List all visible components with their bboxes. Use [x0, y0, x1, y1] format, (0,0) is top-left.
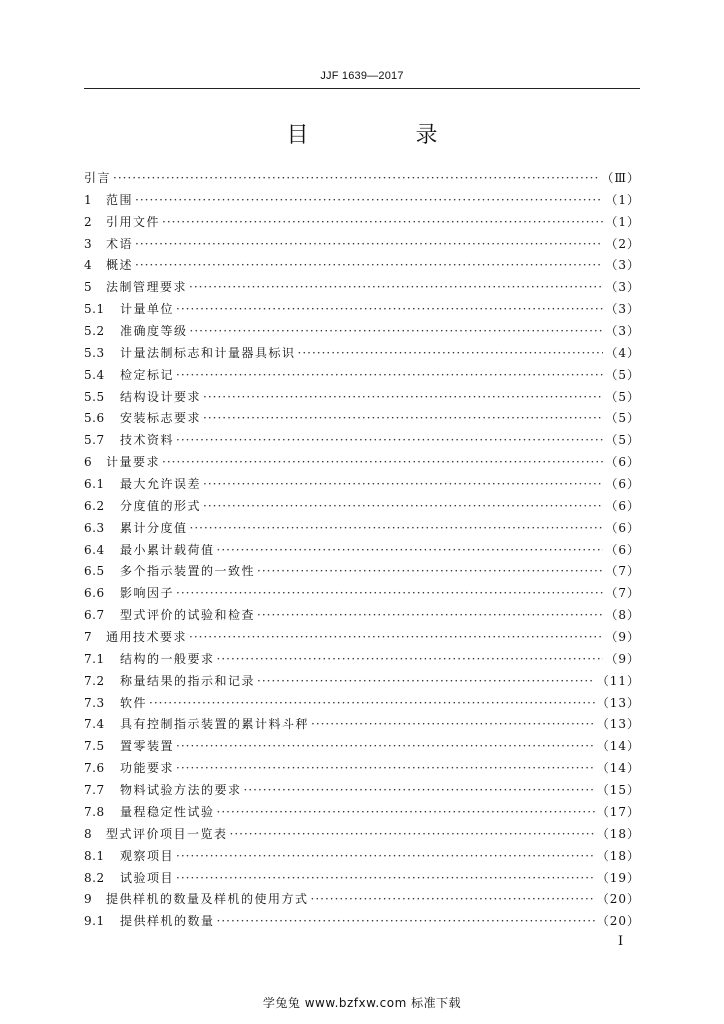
toc-entry-page: （3）: [605, 280, 640, 295]
toc-entry-label: 量程稳定性试验: [120, 804, 215, 819]
toc-entry-page: （17）: [596, 804, 640, 819]
toc-dot-leader: [190, 321, 604, 343]
toc-entry-page: （3）: [605, 302, 640, 317]
toc-entry-label: 提供样机的数量: [120, 914, 215, 929]
toc-entry-number: 7.7: [84, 783, 105, 798]
toc-entry-number: 3: [84, 236, 93, 251]
footer-watermark-text: 学兔兔 www.bzfxw.com 标准下载: [262, 996, 462, 1010]
toc-entry-label: 具有控制指示装置的累计料斗秤: [120, 717, 310, 732]
toc-entry-number: 4: [84, 258, 93, 273]
toc-entry[interactable]: [84, 736, 640, 758]
toc-entry-label: 分度值的形式: [120, 498, 202, 513]
standard-code-header: JJF 1639—2017: [320, 70, 404, 82]
toc-entry-label: 软件: [120, 695, 148, 710]
toc-entry-label: 检定标记: [120, 367, 175, 382]
toc-dot-leader: [135, 255, 603, 277]
toc-entry[interactable]: [84, 365, 640, 387]
toc-dot-leader: [189, 627, 603, 649]
toc-entry-label: 引用文件: [106, 214, 161, 229]
toc-entry-number: 1: [84, 192, 93, 207]
toc-entry-label: 结构的一般要求: [120, 651, 215, 666]
toc-entry-page: （14）: [596, 761, 640, 776]
toc-entry-number: 5.4: [84, 367, 105, 382]
toc-dot-leader: [257, 605, 603, 627]
toc-entry-number: 7.5: [84, 739, 105, 754]
toc-entry-page: （6）: [605, 498, 640, 513]
toc-entry-number: 6.6: [84, 586, 105, 601]
toc-entry-page: （3）: [605, 258, 640, 273]
toc-entry-number: 6.4: [84, 542, 105, 557]
toc-entry-page: （3）: [605, 324, 640, 339]
toc-entry-page: （9）: [605, 651, 640, 666]
toc-entry-page: （6）: [605, 455, 640, 470]
toc-entry[interactable]: [84, 649, 640, 671]
toc-entry-page: （5）: [605, 389, 640, 404]
toc-entry-number: 5.1: [84, 302, 105, 317]
toc-entry-number: 8: [84, 826, 93, 841]
page-title: 目 录: [286, 123, 488, 148]
toc-entry-page: （18）: [596, 826, 640, 841]
toc-entry-label: 最小累计载荷值: [120, 542, 215, 557]
toc-entry[interactable]: [84, 605, 640, 627]
toc-entry-page: （15）: [596, 783, 640, 798]
toc-entry[interactable]: [84, 387, 640, 409]
toc-dot-leader: [230, 824, 595, 846]
toc-entry[interactable]: [84, 758, 640, 780]
toc-entry-label: 术语: [106, 236, 134, 251]
toc-entry-label: 影响因子: [120, 586, 175, 601]
toc-entry-number: 7.2: [84, 673, 105, 688]
toc-dot-leader: [298, 343, 604, 365]
toc-dot-leader: [162, 212, 603, 234]
toc-entry-number: 6.2: [84, 498, 105, 513]
toc-entry-page: （5）: [605, 367, 640, 382]
toc-entry-page: （2）: [605, 236, 640, 251]
toc-entry-number: 7: [84, 630, 93, 645]
toc-dot-leader: [257, 561, 603, 583]
toc-entry-number: 6.5: [84, 564, 105, 579]
toc-entry-page: （13）: [596, 717, 640, 732]
toc-entry-label: 试验项目: [120, 870, 175, 885]
toc-dot-leader: [217, 649, 604, 671]
toc-entry-label: 称量结果的指示和记录: [120, 673, 256, 688]
toc-entry[interactable]: [84, 868, 640, 890]
toc-entry-number: 7.3: [84, 695, 105, 710]
toc-entry[interactable]: [84, 911, 640, 933]
toc-dot-leader: [217, 802, 595, 824]
toc-entry-page: （Ⅲ）: [601, 171, 640, 185]
toc-dot-leader: [162, 452, 603, 474]
table-of-contents: [84, 168, 640, 933]
toc-entry[interactable]: [84, 780, 640, 802]
toc-entry[interactable]: [84, 299, 640, 321]
toc-entry-label: 置零装置: [120, 739, 175, 754]
toc-entry-label: 引言: [84, 171, 112, 185]
toc-dot-leader: [135, 234, 603, 256]
toc-entry-label: 物料试验方法的要求: [120, 783, 242, 798]
toc-entry-number: 5.5: [84, 389, 105, 404]
toc-dot-leader: [176, 365, 603, 387]
toc-dot-leader: [311, 714, 595, 736]
toc-entry-number: 6: [84, 455, 93, 470]
toc-entry-number: 7.1: [84, 651, 105, 666]
toc-entry-page: （6）: [605, 520, 640, 535]
toc-entry-page: （1）: [605, 192, 640, 207]
toc-entry-label: 准确度等级: [120, 324, 188, 339]
toc-dot-leader: [244, 780, 595, 802]
toc-entry-number: 5.7: [84, 433, 105, 448]
toc-entry-label: 范围: [106, 192, 134, 207]
toc-entry-label: 安装标志要求: [120, 411, 202, 426]
toc-dot-leader: [203, 387, 603, 409]
toc-entry-label: 累计分度值: [120, 520, 188, 535]
toc-dot-leader: [203, 496, 603, 518]
toc-dot-leader: [311, 889, 595, 911]
toc-entry[interactable]: [84, 408, 640, 430]
toc-entry-number: 5.6: [84, 411, 105, 426]
header-rule: [84, 88, 640, 89]
toc-entry-label: 功能要求: [120, 761, 175, 776]
toc-entry[interactable]: [84, 802, 640, 824]
toc-entry[interactable]: [84, 824, 640, 846]
toc-entry[interactable]: [84, 234, 640, 256]
toc-entry-number: 6.7: [84, 608, 105, 623]
toc-entry-page: （1）: [605, 214, 640, 229]
toc-dot-leader: [135, 190, 603, 212]
toc-dot-leader: [176, 868, 595, 890]
toc-entry-number: 9: [84, 892, 93, 907]
toc-entry[interactable]: [84, 168, 640, 190]
page-number: I: [618, 934, 624, 949]
toc-entry-number: 6.3: [84, 520, 105, 535]
toc-entry-number: 8.2: [84, 870, 105, 885]
toc-entry[interactable]: [84, 540, 640, 562]
toc-dot-leader: [176, 846, 595, 868]
toc-dot-leader: [176, 430, 603, 452]
toc-entry-label: 最大允许误差: [120, 477, 202, 492]
toc-dot-leader: [176, 299, 603, 321]
toc-entry[interactable]: [84, 321, 640, 343]
toc-entry-label: 型式评价的试验和检查: [120, 608, 256, 623]
toc-dot-leader: [189, 277, 603, 299]
toc-entry-number: 7.6: [84, 761, 105, 776]
toc-entry-page: （14）: [596, 739, 640, 754]
toc-entry-page: （13）: [596, 695, 640, 710]
toc-entry-page: （6）: [605, 477, 640, 492]
toc-entry[interactable]: [84, 561, 640, 583]
toc-entry[interactable]: [84, 474, 640, 496]
toc-dot-leader: [176, 758, 595, 780]
toc-entry-page: （6）: [605, 542, 640, 557]
toc-entry[interactable]: [84, 518, 640, 540]
toc-dot-leader: [257, 671, 595, 693]
toc-entry-label: 通用技术要求: [106, 630, 188, 645]
toc-entry[interactable]: [84, 583, 640, 605]
toc-entry-label: 多个指示装置的一致性: [120, 564, 256, 579]
toc-entry-number: 5: [84, 280, 93, 295]
toc-entry-label: 概述: [106, 258, 134, 273]
toc-entry-number: 7.8: [84, 804, 105, 819]
toc-entry-number: 5.3: [84, 345, 105, 360]
toc-entry-number: 8.1: [84, 848, 105, 863]
toc-entry-label: 型式评价项目一览表: [106, 826, 228, 841]
toc-entry-page: （7）: [605, 564, 640, 579]
toc-entry[interactable]: [84, 714, 640, 736]
toc-entry-number: 9.1: [84, 914, 105, 929]
toc-entry[interactable]: [84, 190, 640, 212]
toc-entry-number: 6.1: [84, 477, 105, 492]
toc-dot-leader: [203, 408, 603, 430]
toc-entry-page: （8）: [605, 608, 640, 623]
toc-entry-page: （5）: [605, 411, 640, 426]
toc-dot-leader: [113, 168, 599, 190]
toc-dot-leader: [217, 911, 595, 933]
toc-entry-page: （19）: [596, 870, 640, 885]
toc-entry-page: （18）: [596, 848, 640, 863]
toc-entry-number: 2: [84, 214, 93, 229]
toc-entry-page: （9）: [605, 630, 640, 645]
toc-dot-leader: [176, 583, 603, 605]
toc-entry[interactable]: [84, 693, 640, 715]
toc-entry-label: 法制管理要求: [106, 280, 188, 295]
toc-entry-number: 7.4: [84, 717, 105, 732]
toc-dot-leader: [203, 474, 603, 496]
toc-dot-leader: [190, 518, 604, 540]
toc-entry-page: （20）: [596, 892, 640, 907]
toc-entry-page: （20）: [596, 914, 640, 929]
toc-entry-label: 技术资料: [120, 433, 175, 448]
toc-entry-label: 观察项目: [120, 848, 175, 863]
toc-entry-label: 计量单位: [120, 302, 175, 317]
toc-entry[interactable]: [84, 889, 640, 911]
toc-entry[interactable]: [84, 496, 640, 518]
toc-dot-leader: [217, 540, 604, 562]
toc-entry-label: 计量要求: [106, 455, 161, 470]
toc-entry-label: 计量法制标志和计量器具标识: [120, 345, 296, 360]
toc-entry-label: 提供样机的数量及样机的使用方式: [106, 892, 309, 907]
toc-entry-page: （5）: [605, 433, 640, 448]
toc-dot-leader: [149, 693, 595, 715]
toc-entry[interactable]: [84, 277, 640, 299]
toc-entry-label: 结构设计要求: [120, 389, 202, 404]
toc-entry[interactable]: [84, 627, 640, 649]
toc-entry[interactable]: [84, 846, 640, 868]
toc-entry[interactable]: [84, 255, 640, 277]
toc-entry[interactable]: [84, 430, 640, 452]
toc-entry[interactable]: [84, 212, 640, 234]
toc-entry-page: （7）: [605, 586, 640, 601]
toc-entry-number: 5.2: [84, 324, 105, 339]
toc-entry[interactable]: [84, 671, 640, 693]
toc-entry-page: （11）: [596, 673, 640, 688]
toc-entry-page: （4）: [605, 345, 640, 360]
toc-dot-leader: [176, 736, 595, 758]
toc-entry[interactable]: [84, 343, 640, 365]
toc-entry[interactable]: [84, 452, 640, 474]
